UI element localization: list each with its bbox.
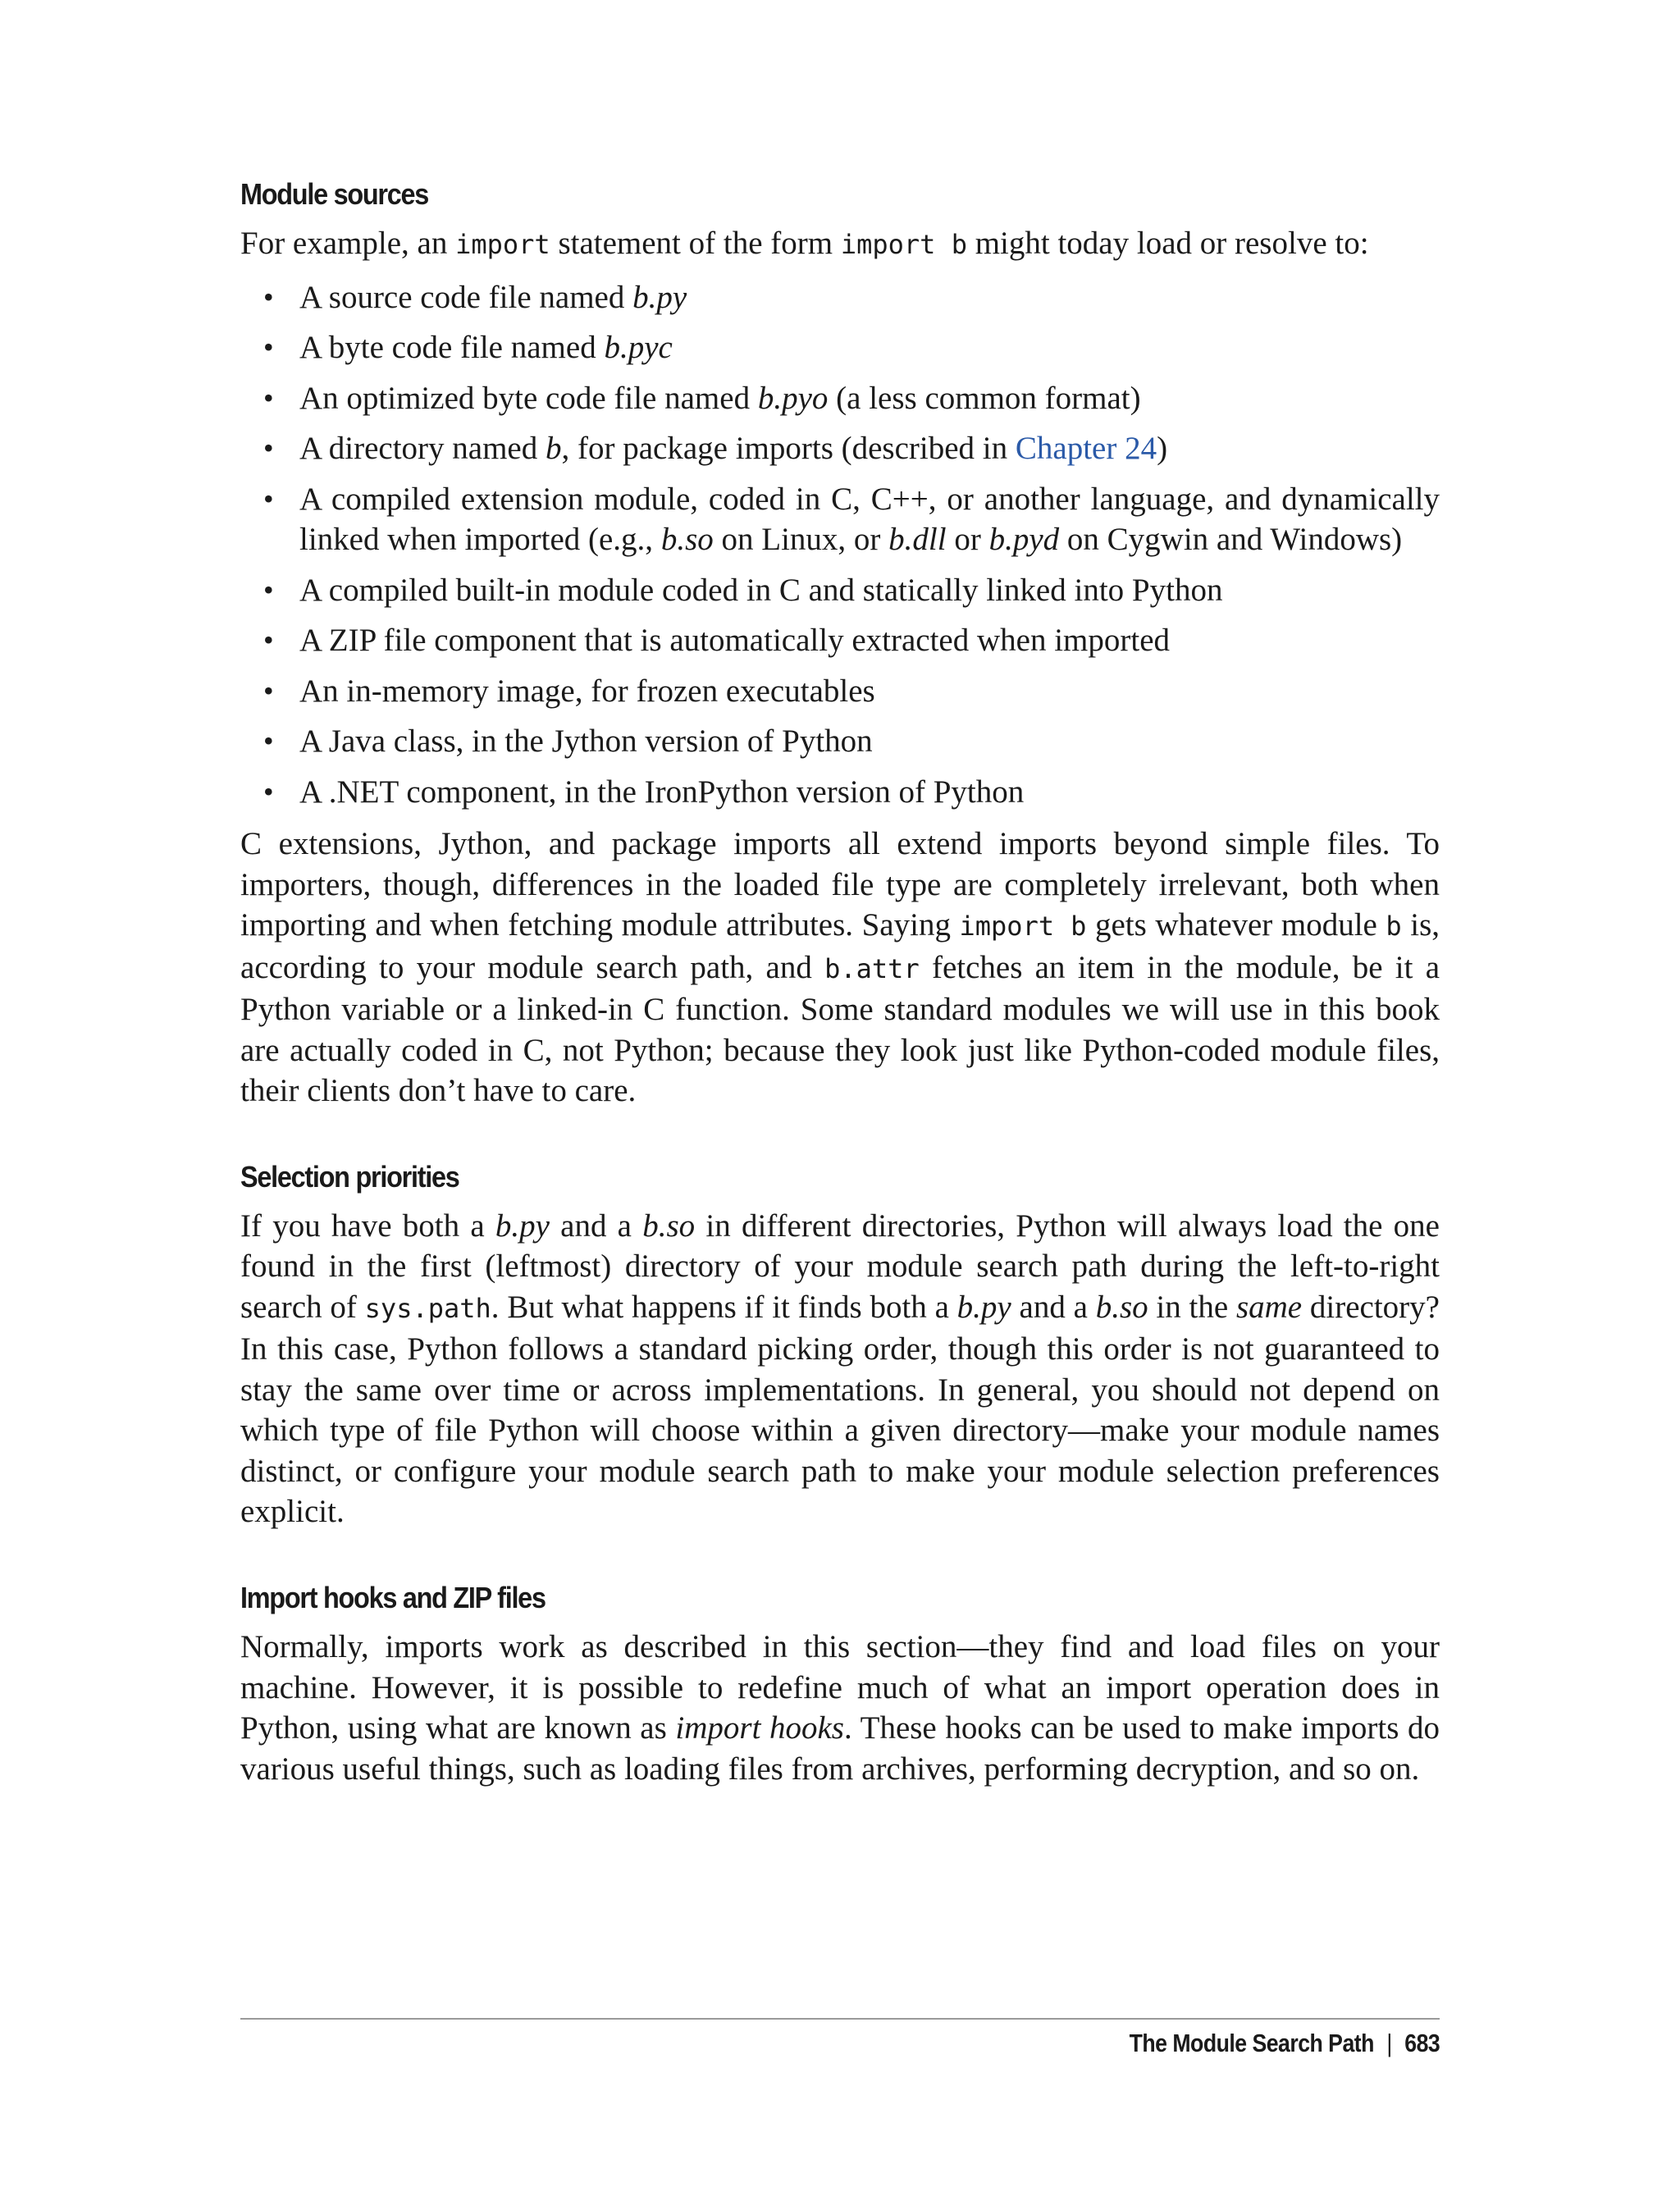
page-number: 683	[1404, 2029, 1440, 2057]
footer-separator: |	[1386, 2029, 1392, 2057]
list-item: • A Java class, in the Jython version of Python	[240, 721, 1440, 762]
page-footer	[1129, 2029, 1440, 2058]
list-item: • A ZIP file component that is automatically extracted when imported	[240, 620, 1440, 661]
bullet-icon: •	[263, 381, 274, 414]
page-body	[240, 176, 1440, 1837]
intro-paragraph: For example, an import statement of the form import b might today load or resolve to:	[240, 226, 1369, 262]
list-item: • A byte code file named b.pyc	[240, 327, 1440, 368]
list-item: • A source code file named b.py	[240, 277, 1440, 318]
list-item: • A compiled built-in module coded in C and statically linked into Python	[240, 570, 1440, 611]
list-item: • An optimized byte code file named b.pyo (a less common format)	[240, 378, 1440, 419]
section-import-hooks	[240, 1580, 1440, 1789]
module-source-list	[240, 277, 1440, 813]
list-item: • A directory named b, for package imports (described in Chapter 24)	[240, 428, 1440, 469]
inline-code: import b	[840, 229, 967, 261]
bullet-icon: •	[263, 482, 274, 515]
inline-code: sys.path	[364, 1292, 491, 1324]
bullet-icon: •	[263, 623, 274, 657]
section-heading: Selection priorities	[240, 1159, 459, 1194]
bullet-icon: •	[263, 774, 274, 808]
list-item: • An in-memory image, for frozen executables	[240, 671, 1440, 712]
section-module-sources	[240, 176, 1440, 1112]
bullet-icon: •	[263, 673, 274, 707]
inline-code: import	[455, 229, 550, 261]
inline-code: import b	[959, 911, 1087, 943]
section-selection-priorities	[240, 1159, 1440, 1532]
section-heading: Module sources	[240, 177, 429, 211]
bullet-icon: •	[263, 431, 274, 465]
body-paragraph: If you have both a b.py and a b.so in different directories, Python will always load the one found in the first (leftmost) directory of your module search path during the left-to-right search of sys.path. But what happens if it finds both a b.py and a b.so in the same directory? In this case, Python follows a standard picking order, though this order is not guaranteed to stay the same over time or across implementations. In general, you should not depend on which type of file Python will choose within a given directory—make your module names distinct, or configure your module search path to make your module selection preferences explicit.	[240, 1208, 1440, 1530]
inline-code: b	[1386, 911, 1402, 943]
bullet-icon: •	[263, 280, 274, 313]
bullet-icon: •	[263, 573, 274, 606]
list-item: • A .NET component, in the IronPython version of Python	[240, 772, 1440, 813]
body-paragraph: Normally, imports work as described in this section—they find and load files on your machine. However, it is possible to redefine much of what an import operation does in Python, using what are known as import hooks. These hooks can be used to make imports do various useful things, such as loading files from archives, performing decryption, and so on.	[240, 1629, 1440, 1787]
footer-divider	[240, 2018, 1440, 2020]
running-footer-title: The Module Search Path	[1129, 2029, 1374, 2057]
bullet-icon: •	[263, 331, 274, 364]
bullet-icon: •	[263, 724, 274, 758]
inline-code: b.attr	[824, 952, 920, 984]
chapter-24-link[interactable]: Chapter 24	[1015, 431, 1157, 467]
body-paragraph: C extensions, Jython, and package imports all extend imports beyond simple files. To importers, though, differences in the loaded file type are completely irrelevant, both when importing and when fetching module attributes. Saying import b gets whatever module b is, according to your module search path, and b.attr fetches an item in the module, be it a Python variable or a linked-in C function. Some standard modules we will use in this book are actually coded in C, not Python; because they look just like Python-coded module files, their clients don’t have to care.	[240, 826, 1440, 1109]
section-heading: Import hooks and ZIP files	[240, 1580, 546, 1614]
list-item: • A compiled extension module, coded in C, C++, or another language, and dynamically linked when imported (e.g., b.so on Linux, or b.dll or b.pyd on Cygwin and Windows)	[240, 479, 1440, 560]
